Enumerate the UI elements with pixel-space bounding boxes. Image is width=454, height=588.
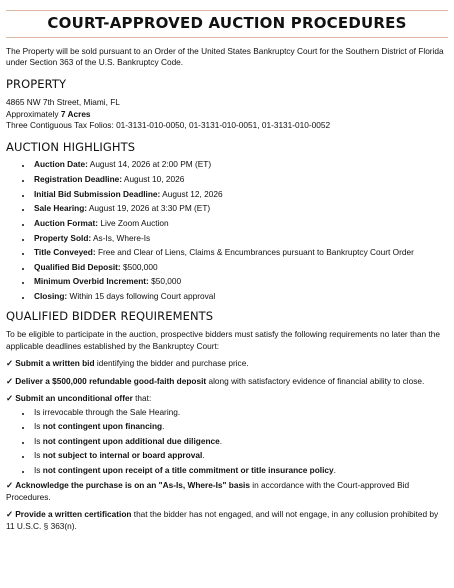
item-label: Registration Deadline: (34, 174, 123, 185)
list-item (32, 291, 448, 302)
item-value: August 14, 2026 at 2:00 PM (ET) (87, 159, 212, 170)
item-value: Within 15 days following Court approval (67, 291, 216, 302)
item-value: August 10, 2026 (122, 174, 185, 185)
qualified-intro: To be eligible to participate in the auction, prospective bidders must satisfy the following requirements no later than the applicable deadlines established by the Bankruptcy Court: (6, 329, 440, 351)
item-label: Initial Bid Submission Deadline: (34, 188, 161, 199)
property-heading: PROPERTY (6, 77, 67, 92)
list-item (32, 450, 448, 461)
requirement-bold: Acknowledge the purchase is on an "As-Is, Where-Is" basis (15, 480, 250, 491)
checkmark-icon: ✓ (6, 509, 13, 520)
list-item (32, 465, 448, 476)
property-address: 4865 NW 7th Street, Miami, FL (6, 97, 120, 108)
condition-suffix: . (202, 450, 205, 461)
requirement-text: identifying the bidder and purchase price. (94, 358, 249, 369)
condition-bold: not contingent upon receipt of a title commitment or title insurance policy (42, 465, 334, 476)
list-item (32, 276, 448, 287)
condition-prefix: Is (34, 450, 43, 461)
page-title: COURT-APPROVED AUCTION PROCEDURES (47, 14, 407, 32)
list-item (32, 262, 448, 273)
item-label: Qualified Bid Deposit: (34, 261, 121, 272)
requirement-bold: Submit a written bid (15, 358, 95, 369)
condition-prefix: Is (34, 465, 43, 476)
qualified-section (6, 309, 448, 532)
item-label: Minimum Overbid Increment: (34, 276, 149, 287)
item-value: August 19, 2026 at 3:30 PM (ET) (87, 203, 211, 214)
highlights-section (6, 140, 448, 303)
list-item (32, 174, 448, 185)
requirement-bold: Submit an unconditional offer (15, 393, 133, 404)
intro-paragraph: The Property will be sold pursuant to an Order of the United States Bankruptcy Court for the Southern District of Florida under Section 363 of the U.S. Bankruptcy Code. (6, 45, 444, 67)
list-item (32, 159, 448, 170)
condition-bold: not contingent upon financing (42, 421, 163, 432)
requirement-text: in accordance with the Court-approved Bid Procedures. (6, 480, 410, 502)
property-folios: Three Contiguous Tax Folios: 01-3131-010-0050, 01-3131-010-0051, 01-3131-010-0052 (6, 120, 331, 131)
title-rule-top (6, 10, 448, 11)
requirement-bold: Deliver a $500,000 refundable good-faith deposit (15, 375, 207, 386)
requirement-text: along with satisfactory evidence of financial ability to close. (206, 375, 425, 386)
property-section (6, 77, 448, 131)
checkmark-icon: ✓ (6, 393, 13, 404)
requirement-text: that the bidder has not engaged, and will not engage, in any collusion prohibited by 11 U.S.C. § 363(n). (6, 509, 439, 531)
acreage-value: 7 Acres (60, 108, 91, 119)
title-rule-bottom (6, 37, 448, 38)
highlights-heading: AUCTION HIGHLIGHTS (6, 139, 136, 154)
condition-bold: not subject to internal or board approval (42, 450, 203, 461)
condition-suffix: . (219, 435, 223, 446)
condition-suffix: . (162, 421, 165, 432)
list-item (32, 421, 448, 432)
list-item (32, 218, 448, 229)
list-item (32, 203, 448, 214)
checkmark-icon: ✓ (6, 358, 13, 369)
item-value: $50,000 (148, 276, 182, 287)
checkmark-icon: ✓ (6, 480, 13, 491)
list-item (32, 247, 448, 258)
condition-suffix: . (333, 465, 336, 476)
acreage-prefix: Approximately (6, 108, 61, 119)
requirement-text: that: (132, 393, 152, 404)
list-item: • Is irrevocable through the Sale Hearing. (32, 407, 448, 418)
requirement-item (6, 509, 448, 532)
highlights-list (6, 159, 448, 302)
property-acreage (6, 109, 448, 120)
condition-prefix: Is (34, 435, 43, 446)
offer-conditions-list (6, 407, 448, 477)
requirement-item (6, 358, 448, 369)
requirement-item (6, 480, 448, 503)
item-label: Auction Date: (34, 159, 88, 170)
condition-prefix: Is (34, 421, 43, 432)
item-label: Title Conveyed: (34, 247, 96, 258)
list-item (32, 189, 448, 200)
item-value: $500,000 (120, 261, 158, 272)
item-label: Closing: (34, 291, 68, 302)
item-value: Live Zoom Auction (98, 217, 169, 228)
item-value: Free and Clear of Liens, Claims & Encumbrances pursuant to Bankruptcy Court Order (95, 247, 414, 258)
requirement-bold: Provide a written certification (15, 509, 132, 520)
requirement-item (6, 393, 448, 404)
item-label: Property Sold: (34, 232, 92, 243)
item-value: As-Is, Where-Is (91, 232, 151, 243)
item-label: Sale Hearing: (34, 203, 88, 214)
item-value: August 12, 2026 (160, 188, 223, 199)
qualified-heading: QUALIFIED BIDDER REQUIREMENTS (6, 309, 214, 324)
condition-bold: not contingent upon additional due diligence (42, 435, 220, 446)
requirement-item (6, 376, 448, 387)
item-label: Auction Format: (34, 217, 99, 228)
list-item (32, 233, 448, 244)
list-item (32, 436, 448, 447)
checkmark-icon: ✓ (6, 375, 13, 386)
